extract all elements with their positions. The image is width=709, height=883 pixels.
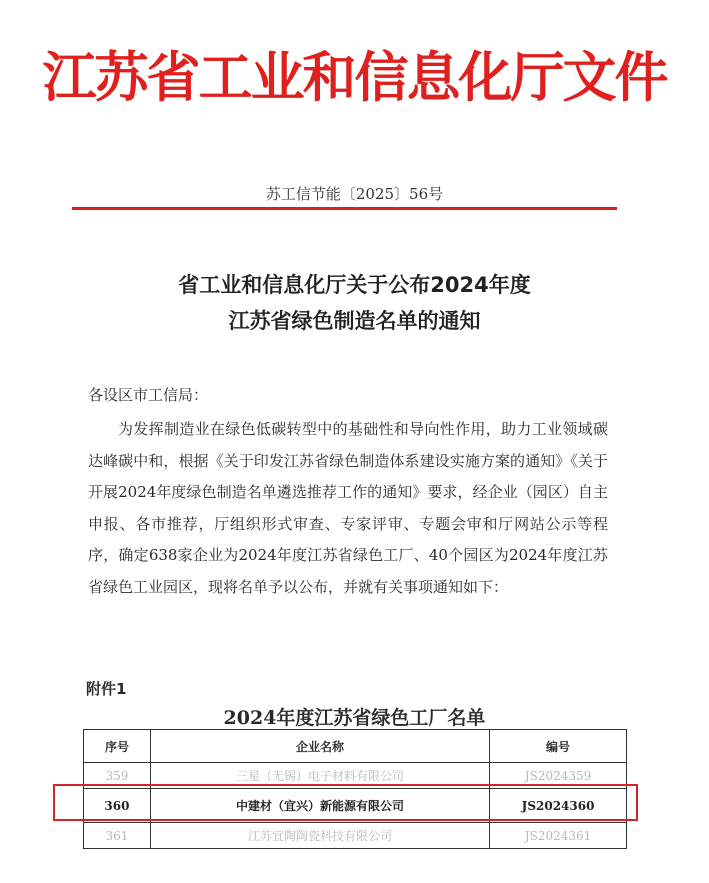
attachment-label: 附件1 bbox=[86, 680, 127, 698]
row-company: 江苏宜陶陶瓷科技有限公司 bbox=[150, 823, 489, 849]
row-code: JS2024360 bbox=[490, 789, 627, 823]
header-divider bbox=[72, 207, 617, 210]
column-header-code: 编号 bbox=[490, 730, 627, 763]
row-code: JS2024359 bbox=[490, 763, 627, 789]
row-number: 359 bbox=[84, 763, 151, 789]
notice-body: 为发挥制造业在绿色低碳转型中的基础性和导向性作用，助力工业领域碳达峰碳中和，根据《关于印发江苏省绿色制造体系建设实施方案的通知》《关于开展2024年度绿色制造名单遴选推荐工作的通知》要求，经企业（园区）自主申报、各市推荐，厅组织形式审查、专家评审、专题会审和厅网站公示等程序，确定638家企业为2024年度江苏省绿色工厂、40个园区为2024年度江苏省绿色工业园区，现将名单予以公布，并就有关事项通知如下： bbox=[88, 420, 608, 596]
row-code: JS2024361 bbox=[490, 823, 627, 849]
row-company: 三星（无锡）电子材料有限公司 bbox=[150, 763, 489, 789]
document-header-title: 江苏省工业和信息化厅文件 bbox=[42, 46, 667, 109]
row-number: 361 bbox=[84, 823, 151, 849]
document-number: 苏工信节能〔2025〕56号 bbox=[265, 185, 444, 203]
row-number: 360 bbox=[84, 789, 151, 823]
notice-title-line2: 江苏省绿色制造名单的通知 bbox=[228, 309, 481, 333]
salutation: 各设区市工信局： bbox=[88, 386, 209, 404]
table-row bbox=[84, 823, 627, 849]
column-header-number: 序号 bbox=[84, 730, 151, 763]
notice-title-line1: 省工业和信息化厅关于公布2024年度 bbox=[178, 273, 531, 297]
row-company: 中建材（宜兴）新能源有限公司 bbox=[150, 789, 489, 823]
list-title: 2024年度江苏省绿色工厂名单 bbox=[223, 707, 486, 729]
table-header-row bbox=[84, 730, 627, 763]
column-header-company: 企业名称 bbox=[150, 730, 489, 763]
highlight-box bbox=[53, 784, 638, 821]
